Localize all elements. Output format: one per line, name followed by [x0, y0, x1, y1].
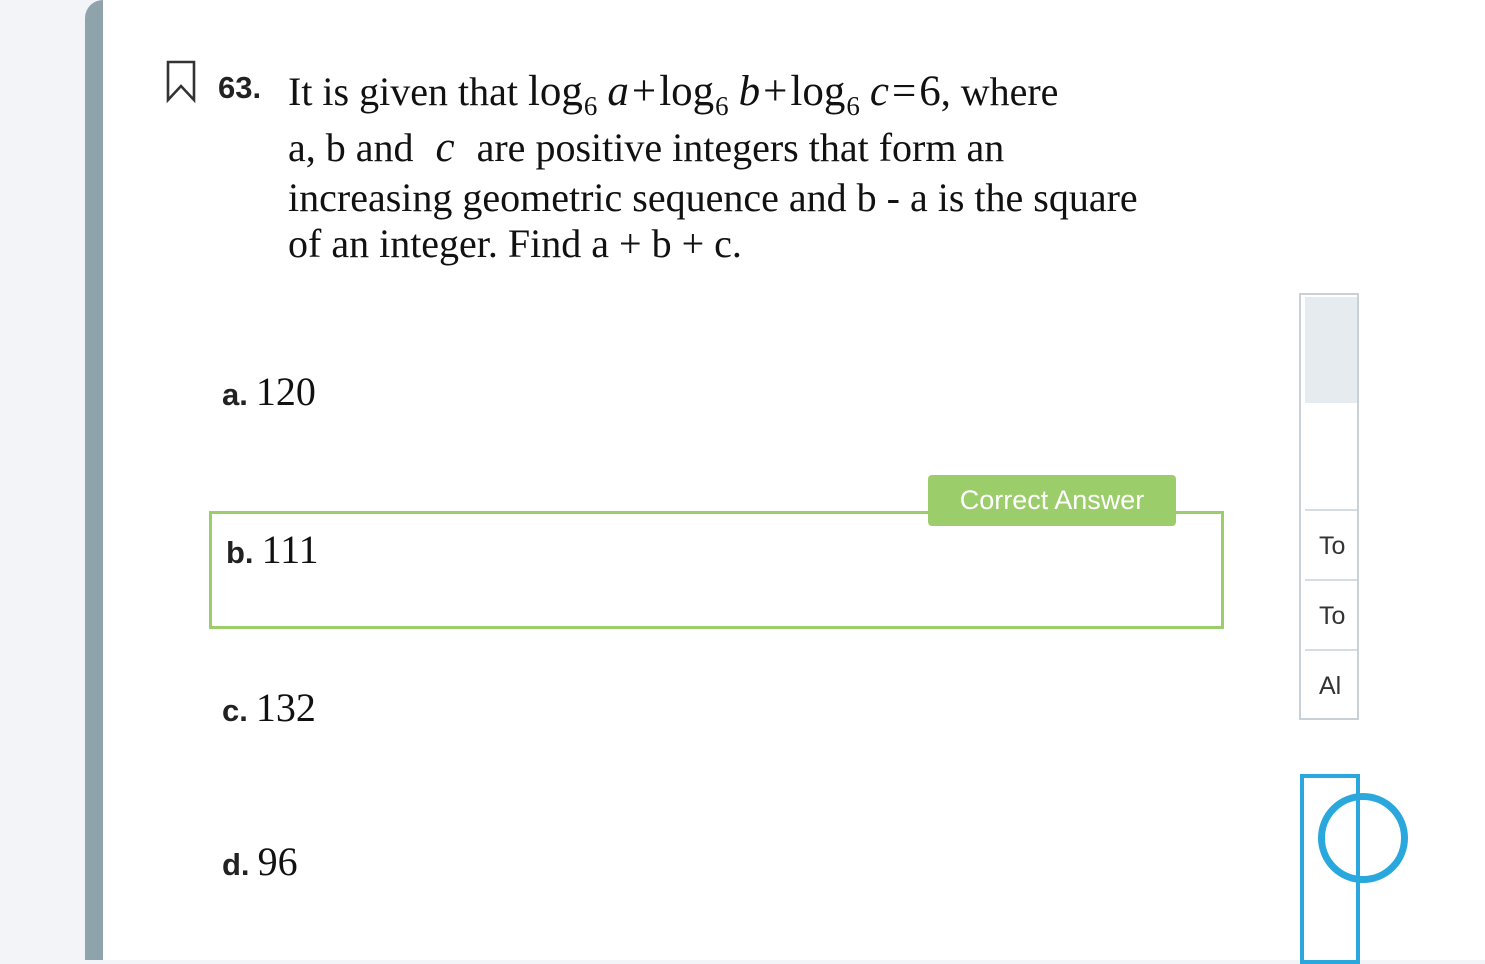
- question-intro: It is given that: [288, 69, 518, 114]
- option-value: 120: [255, 369, 316, 414]
- option-a[interactable]: [222, 368, 316, 415]
- correct-answer-badge: Correct Answer: [928, 475, 1176, 526]
- bookmark-icon[interactable]: [166, 60, 196, 102]
- option-value: 111: [261, 527, 319, 572]
- question-line4: of an integer. Find a + b + c.: [288, 221, 742, 266]
- progress-ring-icon: [1318, 793, 1408, 883]
- side-row: To: [1305, 579, 1357, 649]
- question-line2-var: c: [435, 124, 455, 171]
- option-b[interactable]: [226, 526, 319, 573]
- question-line3: increasing geometric sequence and b - a is the square: [288, 175, 1138, 220]
- option-label: a.: [222, 377, 248, 412]
- side-stats-panel: [1299, 293, 1359, 720]
- option-d[interactable]: [222, 838, 298, 885]
- side-row: Al: [1305, 649, 1357, 719]
- option-value: 96: [257, 839, 298, 884]
- option-label: d.: [222, 847, 250, 882]
- correct-answer-highlight: [209, 511, 1224, 629]
- question-where: , where: [940, 69, 1059, 114]
- question-line2-end: are positive integers that form an: [476, 125, 1005, 170]
- side-row: To: [1305, 509, 1357, 579]
- option-label: c.: [222, 693, 248, 728]
- question-number: 63.: [218, 70, 262, 105]
- option-c[interactable]: [222, 684, 316, 731]
- equation: $\log_6 a+\log_6$ $b+\log_6$ c=6: [527, 68, 941, 121]
- option-label: b.: [226, 535, 254, 570]
- question-line2-start: a, b and: [288, 125, 414, 170]
- option-value: 132: [255, 685, 316, 730]
- side-panel-header: [1305, 297, 1357, 403]
- question-text: [288, 66, 1228, 265]
